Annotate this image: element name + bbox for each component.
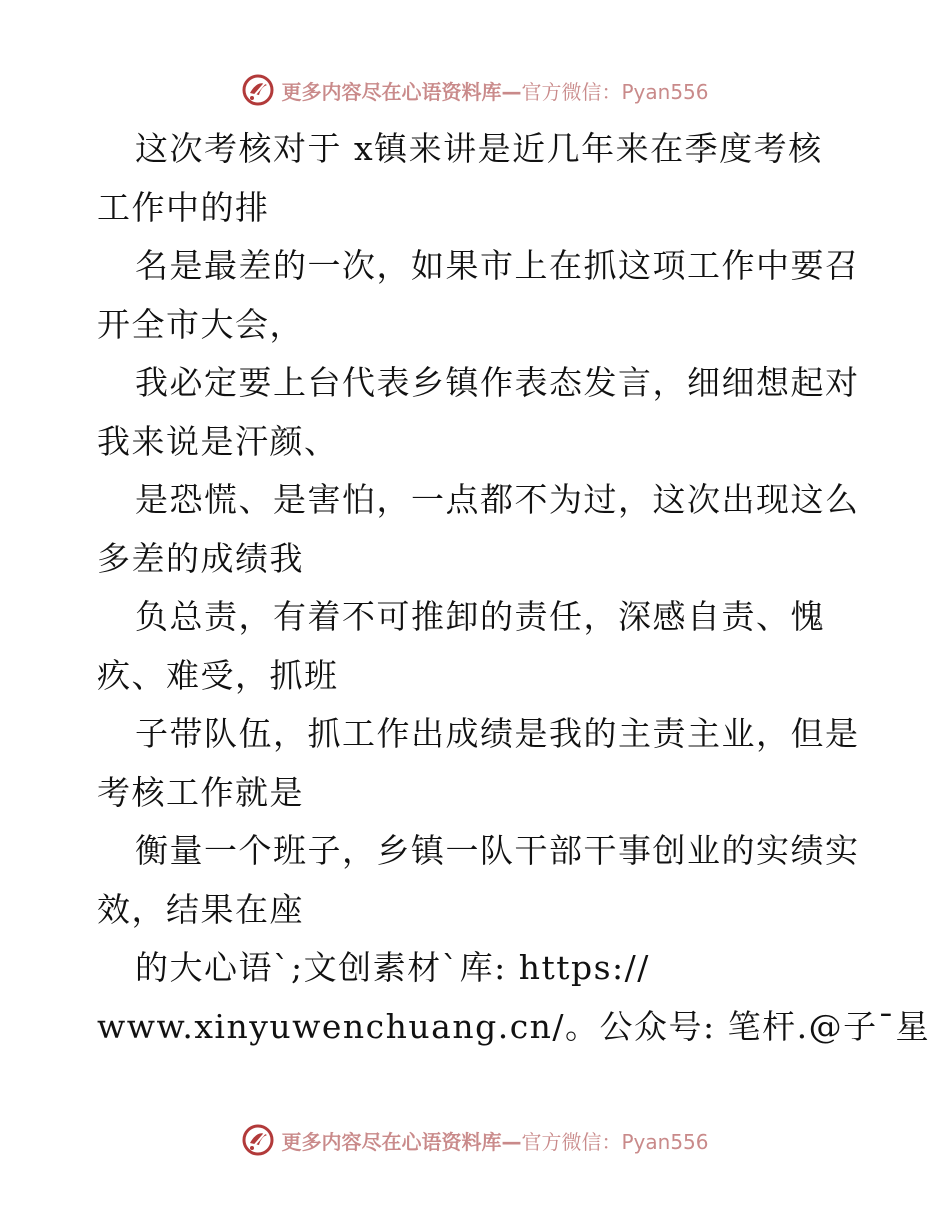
footer-wechat-id: Pyan556 <box>621 1129 709 1154</box>
header-banner-text <box>281 76 708 105</box>
footer-banner-dash: — <box>501 1129 522 1154</box>
text-line: 这次考核对于 x镇来讲是近几年来在季度考核 <box>135 129 823 168</box>
text-line: 考核工作就是 <box>97 772 304 812</box>
text-line: 子带队伍，抓工作出成绩是我的主责主业，但是 <box>135 714 860 753</box>
text-line: 效，结果在座 <box>97 889 304 929</box>
text-line: 名是最差的一次，如果市上在抓这项工作中要召 <box>135 246 860 285</box>
text-line: 我必定要上台代表乡镇作表态发言，细细想起对 <box>135 363 860 402</box>
header-wechat-label: 官方微信： <box>521 79 622 104</box>
footer-wechat-label: 官方微信： <box>521 1129 622 1154</box>
text-line: www.xinyuwenchuang.cn/。公众号: 笔杆.@子¯星 <box>97 1006 931 1046</box>
text-line: 衡量一个班子，乡镇一队干部干事创业的实绩实 <box>135 831 860 870</box>
text-line: 开全市大会， <box>97 304 304 344</box>
header-banner-title: 更多内容尽在心语资料库 <box>281 79 502 104</box>
text-line: 我来说是汗颜、 <box>97 421 339 461</box>
header-wechat-id: Pyan556 <box>621 79 709 104</box>
footer-banner <box>0 1120 950 1160</box>
document-body <box>97 120 931 1056</box>
text-line: 多差的成绩我 <box>97 538 304 578</box>
footer-banner-text <box>281 1126 708 1155</box>
footer-banner-title: 更多内容尽在心语资料库 <box>281 1129 502 1154</box>
brand-logo-icon <box>241 73 275 107</box>
text-line: 疚、难受，抓班 <box>97 655 339 695</box>
text-line: 工作中的排 <box>97 187 270 227</box>
text-line: 的大心语`;文创素材`库: https:// <box>135 948 650 987</box>
text-line: 负总责，有着不可推卸的责任，深感自责、愧 <box>135 597 825 636</box>
header-banner-dash: — <box>501 79 522 104</box>
brand-logo-icon <box>241 1123 275 1157</box>
header-banner <box>0 70 950 110</box>
text-line: 是恐慌、是害怕，一点都不为过，这次出现这么 <box>135 480 860 519</box>
